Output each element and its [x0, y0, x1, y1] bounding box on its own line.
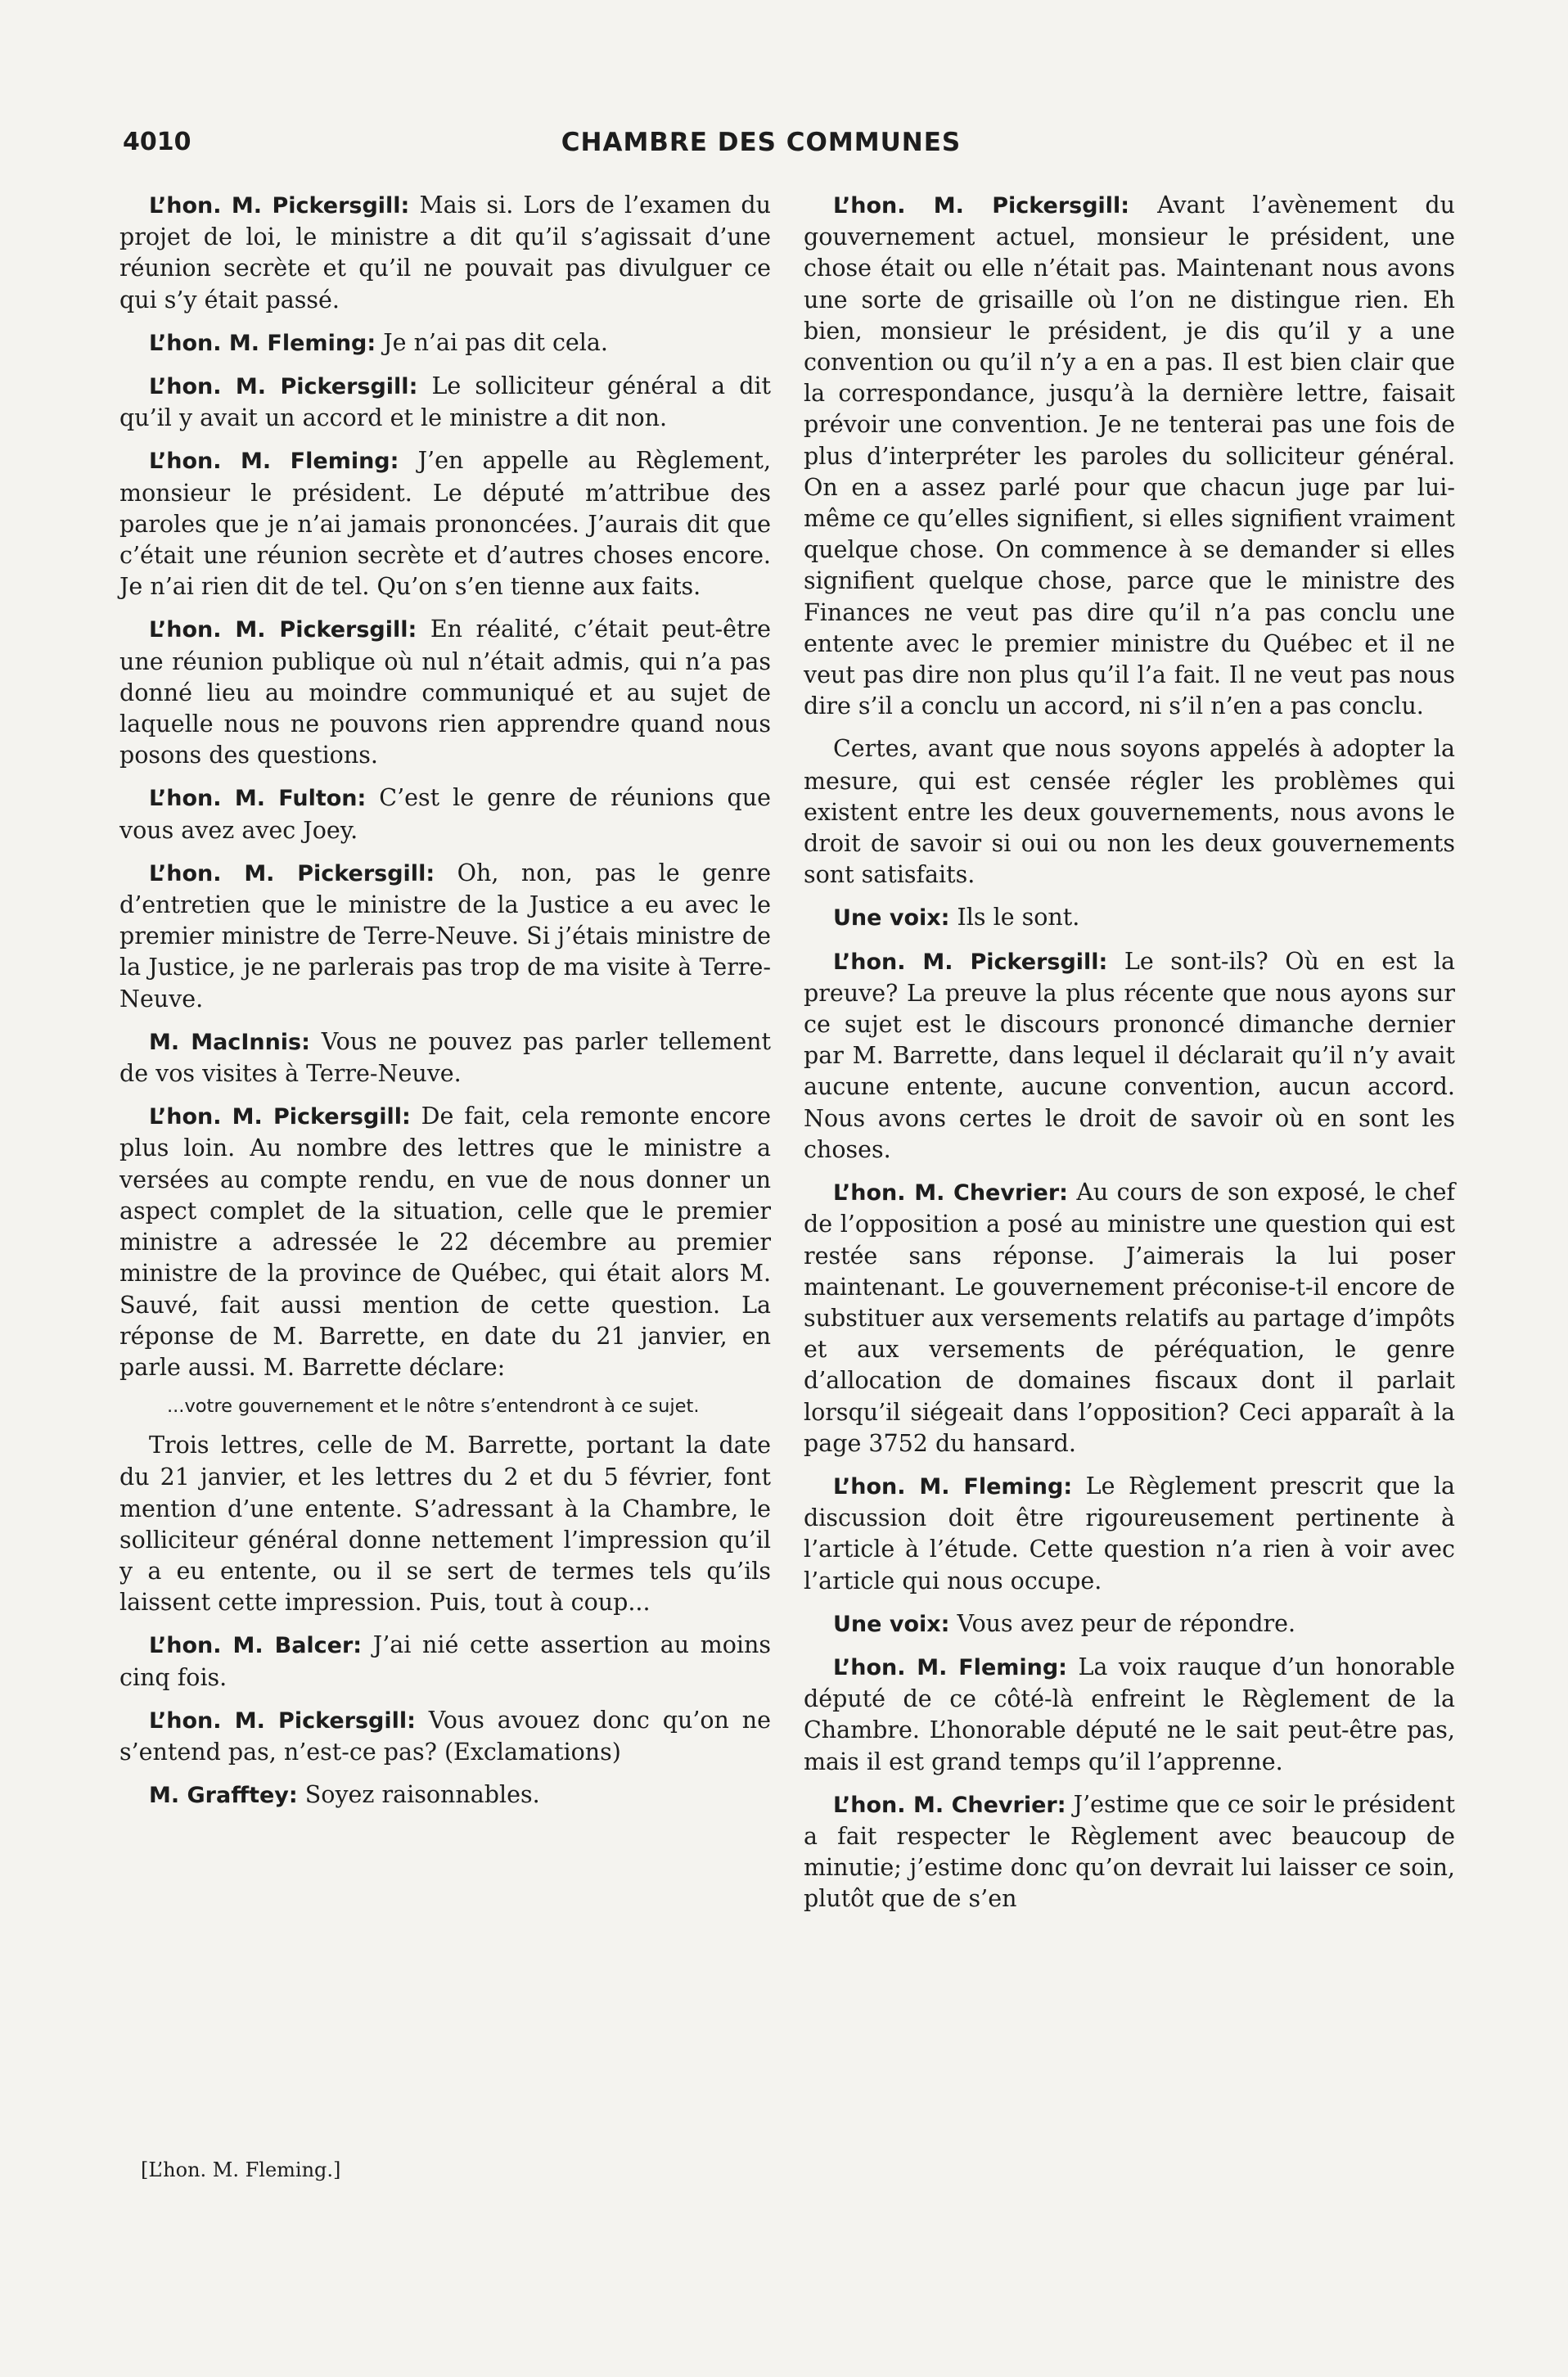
- paragraph: [804, 1177, 1455, 1459]
- speech-text: Oh, non, pas le genre d’entretien que le ministre de la Justice a eu avec le premier ministre de Terre-Neuve. Si j’étais ministre de la Justice, je ne parlerais pas trop de ma visite à Terre-Neuve.: [119, 859, 771, 1013]
- paragraph: [119, 1430, 771, 1618]
- paragraph: [804, 1471, 1455, 1597]
- speech-text: Le solliciteur général a dit qu’il y avait un accord et le ministre a dit non.: [119, 372, 771, 432]
- speaker-name: M. MacInnis:: [149, 1029, 310, 1055]
- speaker-name: L’hon. M. Fulton:: [149, 786, 367, 812]
- speech-text: Le sont-ils? Où en est la preuve? La preuve la plus récente que nous ayons sur ce sujet est le discours prononcé dimanche dernier par M. Barrette, dans lequel il déclarait qu’il n’y avait aucune entente, aucune convention, aucun accord. Nous avons certes le droit de savoir où en sont les choses.: [804, 947, 1455, 1163]
- paragraph: [119, 783, 771, 846]
- speech-text: Le Règlement prescrit que la discussion doit être rigoureusement pertinente à l’article à l’étude. Cette question n’a rien à voir avec l’article qui nous occupe.: [804, 1472, 1455, 1594]
- paragraph: [119, 190, 771, 316]
- speaker-name: L’hon. M. Chevrier:: [833, 1180, 1068, 1207]
- speaker-name: L’hon. M. Balcer:: [149, 1633, 363, 1659]
- speaker-name: L’hon. M. Pickersgill:: [149, 1104, 411, 1130]
- paragraph: [804, 902, 1455, 934]
- paragraph: [119, 1630, 771, 1693]
- speech-text: Soyez raisonnables.: [297, 1781, 540, 1809]
- speech-text: Je n’ai pas dit cela.: [376, 328, 608, 356]
- paragraph: [804, 733, 1455, 891]
- paragraph: [119, 1779, 771, 1811]
- speech-text: Au cours de son exposé, le chef de l’opposition a posé au ministre une question qui est restée sans réponse. J’aimerais la lui poser maintenant. Le gouvernement préconise-t-il encore de substituer aux versements relatifs au partage d’impôts et aux versements de péréquation, le genre d’allocation de domaines fiscaux dont il parlait lorsqu’il siégeait dans l’opposition? Ceci apparaît à la page 3752 du hansard.: [804, 1179, 1455, 1457]
- speech-text: Trois lettres, celle de M. Barrette, portant la date du 21 janvier, et les lettres du 2 et du 5 février, font mention d’une entente. S’adressant à la Chambre, le solliciteur général donne nettement l’impression qu’il y a eu entente, ou il se sert de termes tels qu’ils laissent cette impression. Puis, tout à coup...: [119, 1432, 771, 1617]
- right-column: [804, 190, 1455, 1927]
- speech-text: De fait, cela remonte encore plus loin. Au nombre des lettres que le ministre a versées au compte rendu, en vue de nous donner un aspect complet de la situation, celle que le premier ministre a adressée le 22 décembre au premier ministre de la province de Québec, qui était alors M. Sauvé, fait aussi mention de cette question. La réponse de M. Barrette, en date du 21 janvier, en parle aussi. M. Barrette déclare:: [119, 1103, 771, 1381]
- speaker-name: L’hon. M. Pickersgill:: [149, 374, 418, 400]
- speaker-name: Une voix:: [833, 1611, 950, 1637]
- paragraph: [119, 327, 771, 359]
- paragraph: [119, 445, 771, 602]
- speaker-name: L’hon. M. Pickersgill:: [149, 1707, 416, 1734]
- speaker-name: L’hon. M. Pickersgill:: [149, 617, 417, 643]
- speech-text: Certes, avant que nous soyons appelés à adopter la mesure, qui est censée régler les problèmes qui existent entre les deux gouvernements, nous avons le droit de savoir si oui ou non les deux gouvernements sont satisfaits.: [804, 735, 1455, 889]
- speech-text: En réalité, c’était peut-être une réunion publique où nul n’était admis, qui n’a pas donné lieu au moindre communiqué et au sujet de laquelle nous ne pouvons rien apprendre quand nous posons des questions.: [119, 616, 771, 769]
- paragraph: [804, 1652, 1455, 1778]
- speech-text: Vous avouez donc qu’on ne s’entend pas, n’est-ce pas? (Exclamations): [119, 1706, 771, 1766]
- paragraph: [119, 371, 771, 434]
- paragraph: [804, 1789, 1455, 1915]
- speaker-name: L’hon. M. Pickersgill:: [833, 193, 1130, 219]
- speech-text: J’ai nié cette assertion au moins cinq fois.: [119, 1631, 771, 1691]
- speaker-name: L’hon. M. Fleming:: [833, 1654, 1067, 1680]
- left-column: [119, 190, 771, 1823]
- speaker-name: L’hon. M. Pickersgill:: [149, 860, 435, 886]
- paragraph: [804, 190, 1455, 722]
- speech-text: La voix rauque d’un honorable député de ce côté-là enfreint le Règlement de la Chambre. L’honorable député ne le sait peut-être pas, mais il est grand temps qu’il l’apprenne.: [804, 1653, 1455, 1775]
- speaker-name: L’hon. M. Pickersgill:: [833, 949, 1108, 975]
- speech-text: J’estime que ce soir le président a fait respecter le Règlement avec beaucoup de minutie; j’estime donc qu’on devrait lui laisser ce soin, plutôt que de s’en: [804, 1790, 1455, 1913]
- paragraph: [804, 946, 1455, 1166]
- speech-text: Ils le sont.: [949, 904, 1080, 931]
- speech-text: Vous avez peur de répondre.: [949, 1609, 1296, 1637]
- paragraph: [119, 858, 771, 1015]
- speech-text: J’en appelle au Règlement, monsieur le président. Le député m’attribue des paroles que je n’ai jamais prononcées. J’aurais dit que c’était une réunion secrète et d’autres choses encore. Je n’ai rien dit de tel. Qu’on s’en tienne aux faits.: [119, 447, 771, 601]
- speech-text: Avant l’avènement du gouvernement actuel, monsieur le président, une chose était ou elle n’était pas. Maintenant nous avons une sorte de grisaille où l’on ne distingue rien. Eh bien, monsieur le président, je dis qu’il y a une convention ou qu’il n’y a en a pas. Il est bien clair que la correspondance, jusqu’à la dernière lettre, faisait prévoir une convention. Je ne tenterai pas une fois de plus d’interpréter les paroles du solliciteur général. On en a assez parlé pour que chacun juge par lui-même ce qu’elles signifient, si elles signifient vraiment quelque chose. On commence à se demander si elles signifient quelque chose, parce que le ministre des Finances ne veut pas dire qu’il n’a pas conclu une entente avec le premier ministre du Québec et il ne veut pas dire non plus qu’il l’a fait. Il ne veut pas nous dire s’il a conclu un accord, ni s’il n’en a pas conclu.: [804, 192, 1455, 720]
- speaker-name: L’hon. M. Fleming:: [833, 1473, 1073, 1500]
- speaker-name: L’hon. M. Chevrier:: [833, 1792, 1066, 1818]
- running-title: CHAMBRE DES COMMUNES: [561, 128, 962, 157]
- paragraph: [119, 1705, 771, 1768]
- speaker-name: L’hon. M. Fleming:: [149, 330, 376, 356]
- speaker-name: L’hon. M. Fleming:: [149, 449, 399, 475]
- speech-text: Mais si. Lors de l’examen du projet de loi, le ministre a dit qu’il s’agissait d’une réunion secrète et qu’il ne pouvait pas divulguer ce qui s’y était passé.: [119, 192, 771, 313]
- paragraph: [119, 614, 771, 771]
- paragraph: [804, 1608, 1455, 1640]
- paragraph: [119, 1101, 771, 1383]
- speech-text: C’est le genre de réunions que vous avez avec Joey.: [119, 784, 771, 844]
- block-quote: ...votre gouvernement et le nôtre s’entendront à ce sujet.: [167, 1396, 700, 1418]
- page-header: [123, 128, 1465, 164]
- footer-note: [L’hon. M. Fleming.]: [141, 2158, 341, 2181]
- speaker-name: M. Grafftey:: [149, 1783, 298, 1809]
- speaker-name: L’hon. M. Pickersgill:: [149, 193, 410, 219]
- speaker-name: Une voix:: [833, 905, 950, 931]
- page-number: 4010: [123, 128, 191, 156]
- paragraph: [119, 1026, 771, 1089]
- speech-text: Vous ne pouvez pas parler tellement de vos visites à Terre-Neuve.: [119, 1027, 771, 1088]
